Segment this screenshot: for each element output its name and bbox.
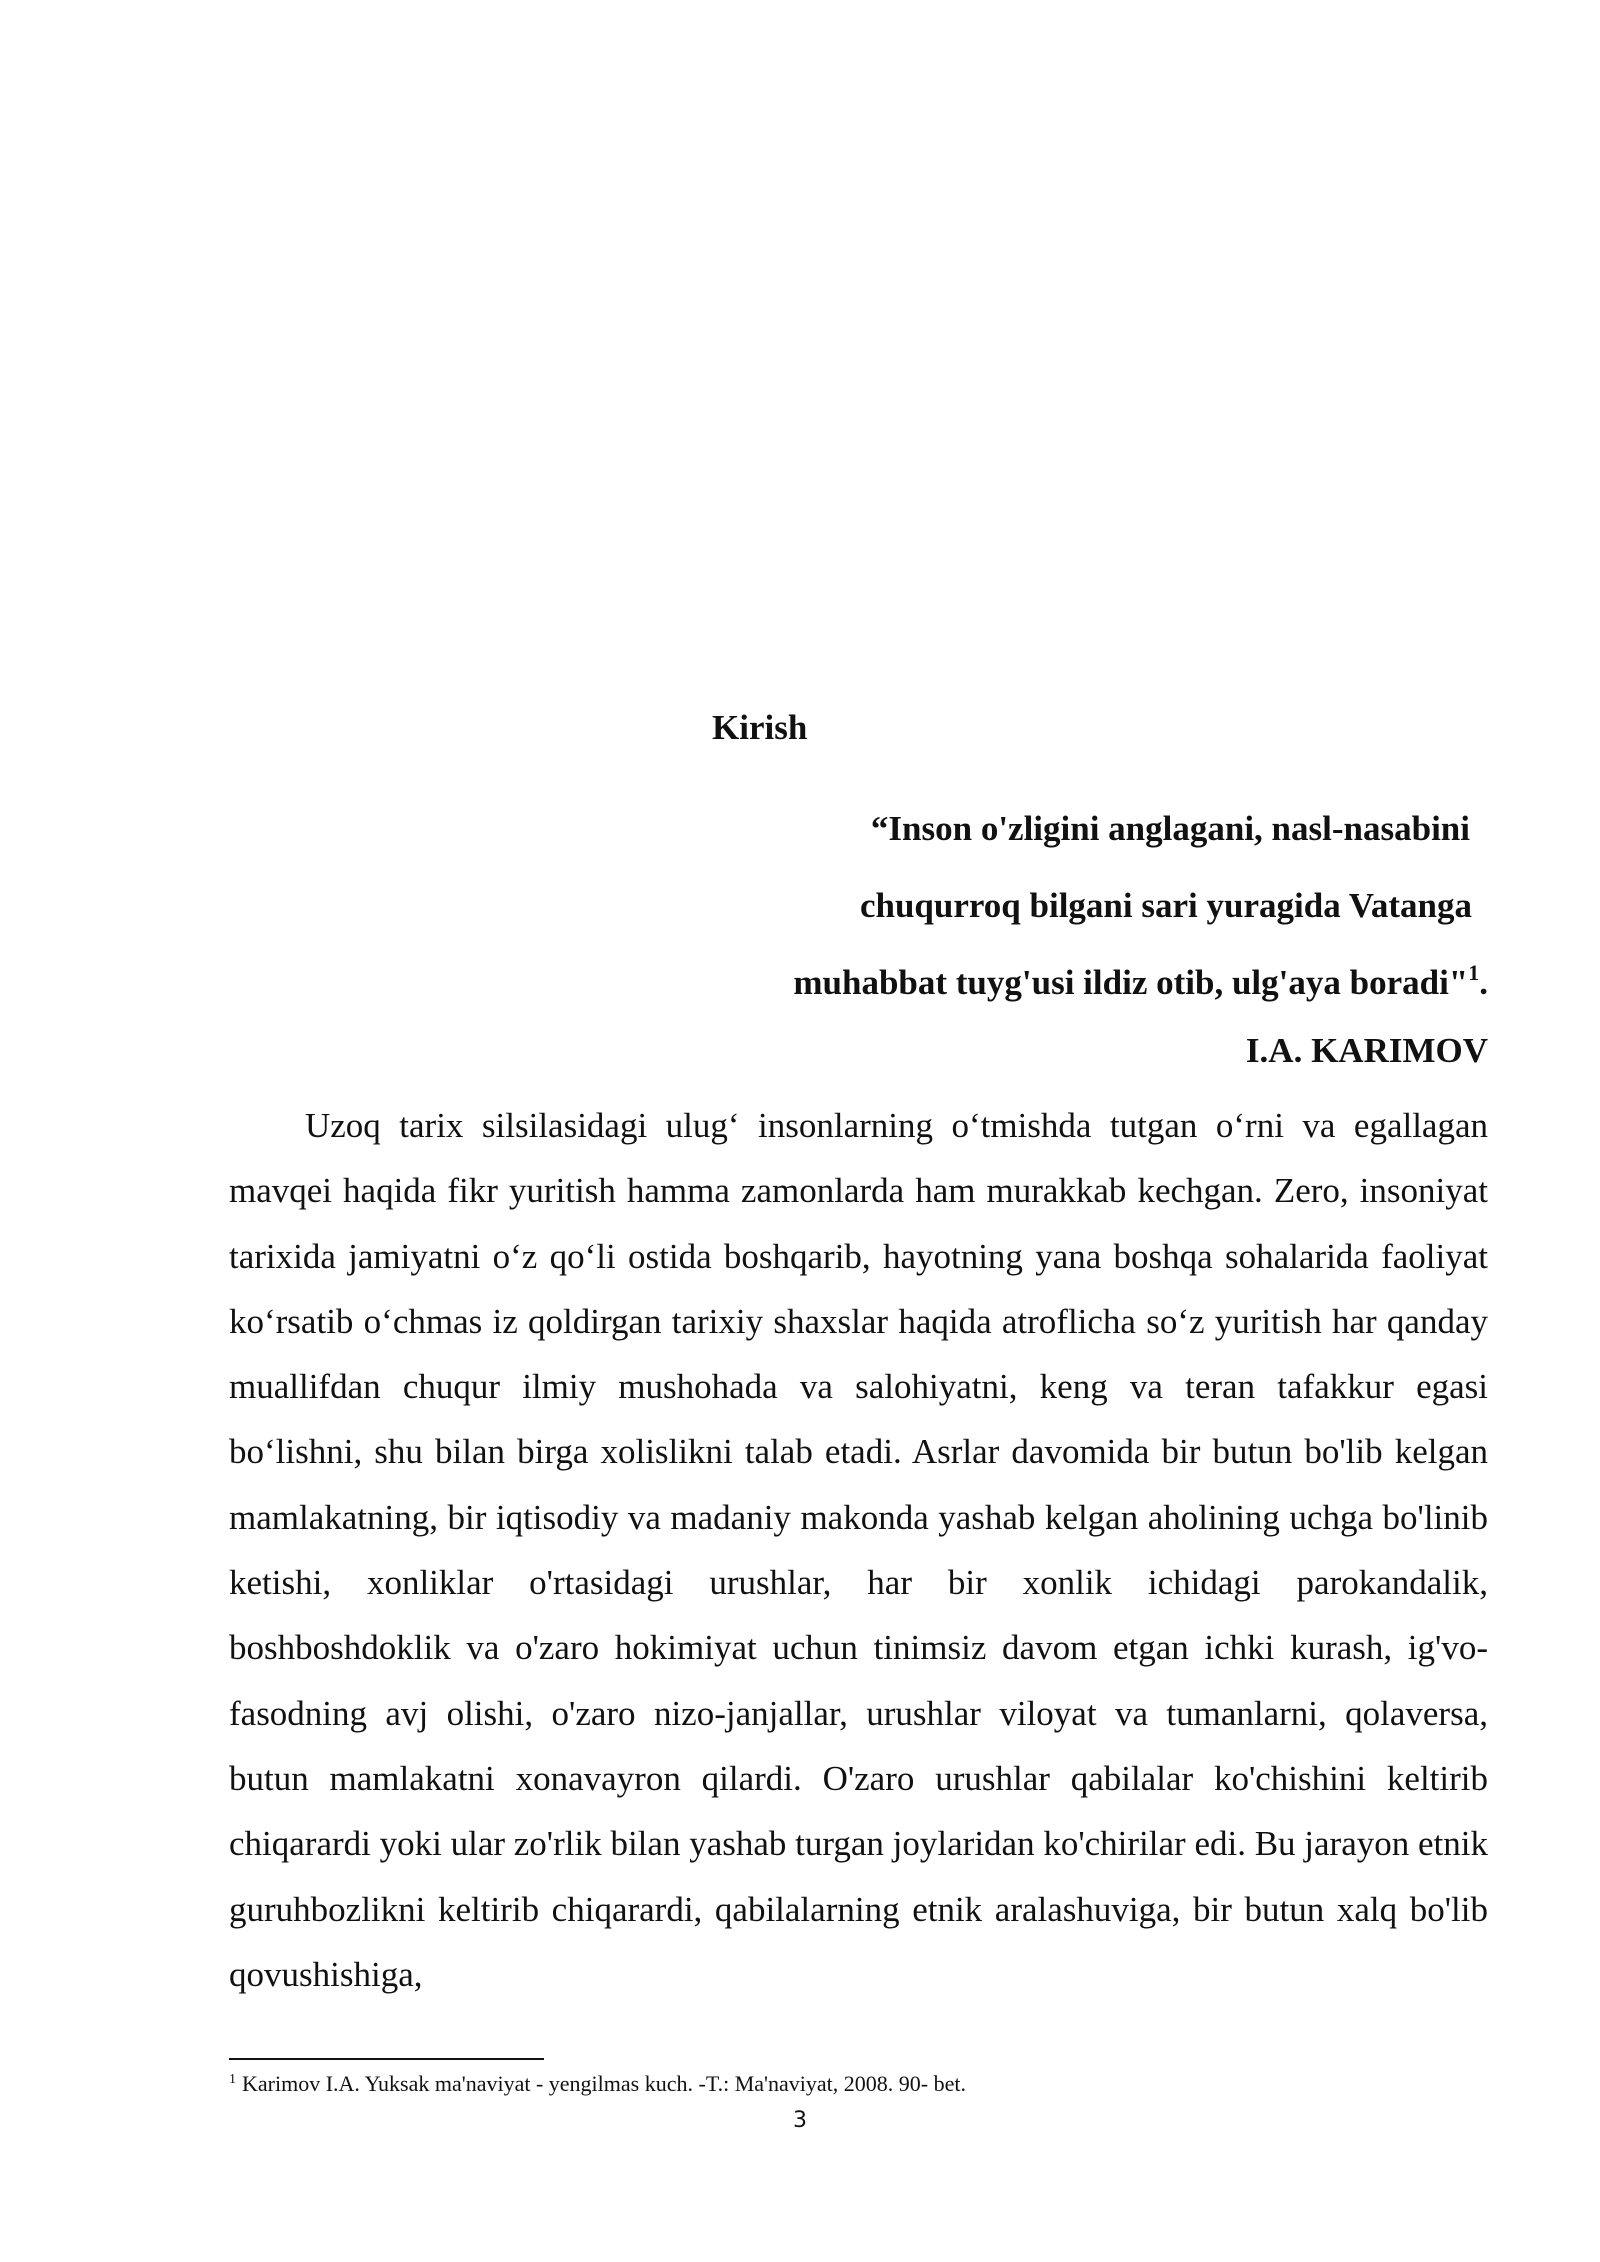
epigraph	[600, 790, 1488, 1021]
footnote-number: 1	[229, 2072, 236, 2087]
epigraph-line-2: chuqurroq bilgani sari yuragida Vatanga	[859, 886, 1472, 925]
footnote-separator	[229, 2058, 544, 2060]
epigraph-line-3-text: muhabbat tuyg'usi ildiz otib, ulg'aya boradi"	[793, 963, 1469, 1002]
footnote-reference[interactable]: 1	[1468, 960, 1480, 985]
epigraph-line-1: “Inson o'zligini anglagani, nasl-nasabini	[870, 809, 1470, 848]
epigraph-line-3-end: .	[1479, 963, 1488, 1002]
page-number: 3	[793, 2108, 807, 2133]
body-paragraph: Uzoq tarix silsilasidagi ulug‘ insonlarning o‘tmishda tutgan o‘rni va egallagan mavqei haqida fikr yuritish hamma zamonlarda ham murakkab kechgan. Zero, insoniyat tarixida jamiyatni o‘z qo‘li ostida boshqarib, hayotning yana boshqa sohalarida faoliyat ko‘rsatib o‘chmas iz qoldirgan tarixiy shaxslar haqida atroflicha so‘z yuritish har qanday muallifdan chuqur ilmiy mushohada va salohiyatni, keng va teran tafakkur egasi bo‘lishni, shu bilan birga xolislikni talab etadi. Asrlar davomida bir butun bo'lib kelgan mamlakatning, bir iqtisodiy va madaniy makonda yashab kelgan aholining uchga bo'linib ketishi, xonliklar o'rtasidagi urushlar, har bir xonlik ichidagi parokandalik, boshboshdoklik va o'zaro hokimiyat uchun tinimsiz davom etgan ichki kurash, ig'vo-fasodning avj olishi, o'zaro nizo-janjallar, urushlar viloyat va tumanlarni, qolaversa, butun mamlakatni xonavayron qilardi. O'zaro urushlar qabilalar ko'chishini keltirib chiqarardi yoki ular zo'rlik bilan yashab turgan joylaridan ko'chirilar edi. Bu jarayon etnik guruhbozlikni keltirib chiqarardi, qabilalarning etnik aralashuviga, bir butun xalq bo'lib qovushishiga,	[229, 1106, 1488, 1994]
epigraph-line-3	[600, 944, 1488, 1021]
footnote	[229, 2069, 966, 2099]
footnote-text: Karimov I.A. Yuksak ma'naviyat - yengilmas kuch. -T.: Ma'naviyat, 2008. 90- bet.	[242, 2071, 966, 2096]
epigraph-author: I.A. KARIMOV	[1245, 1031, 1488, 1070]
section-heading: Kirish	[712, 708, 808, 747]
